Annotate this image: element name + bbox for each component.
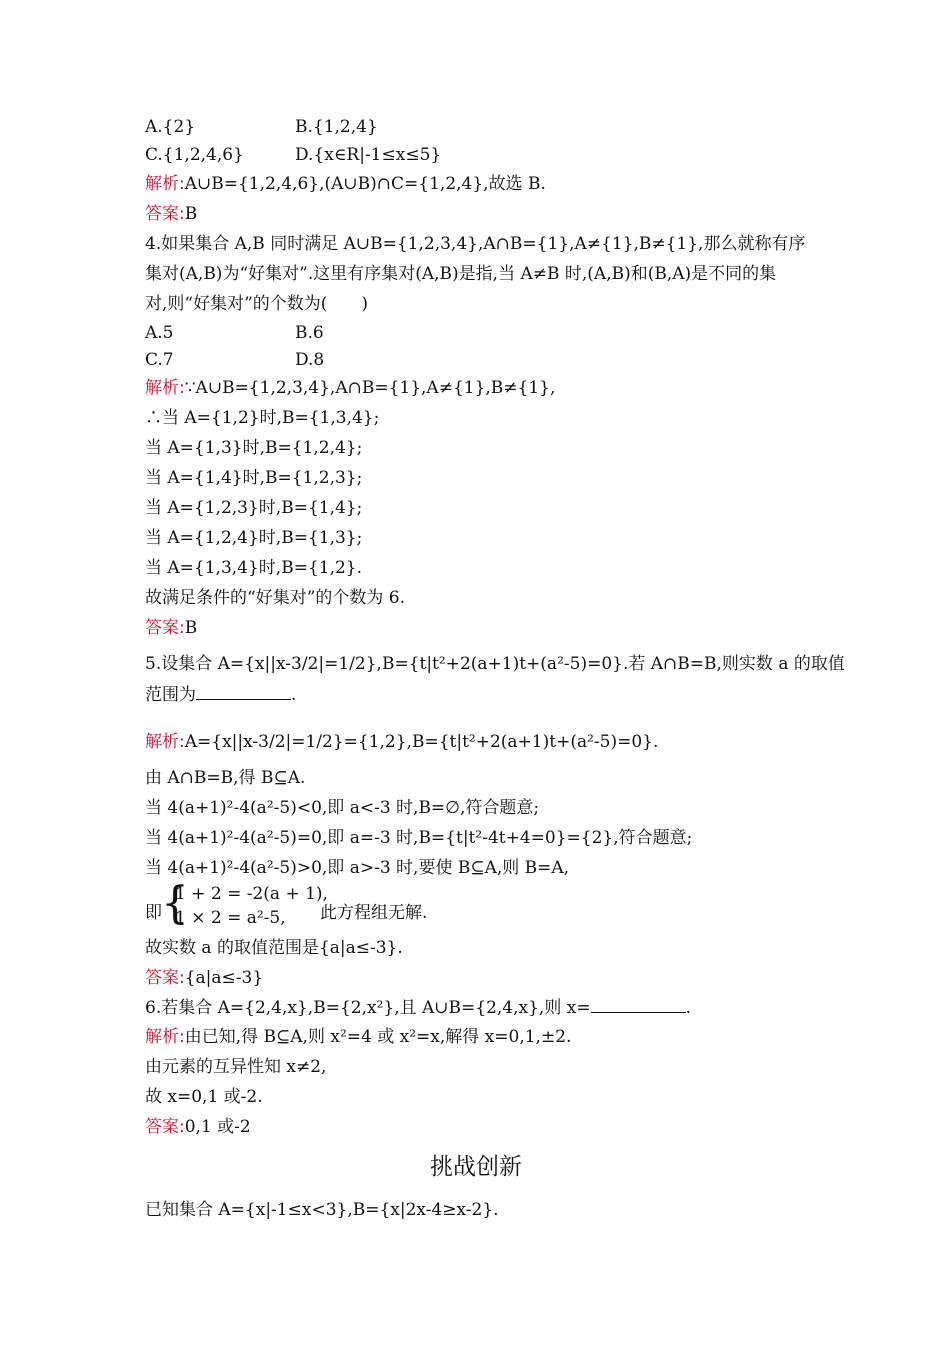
q4-opt-c (145, 348, 325, 372)
q4-case-6-text: 当 A={1,3,4}时,B={1,2}. (145, 558, 363, 578)
q3-analysis-label: 解析: (145, 174, 185, 194)
q4-stem-2-text: 集对(A,B)为“好集对”.这里有序集对(A,B)是指,当 A≠B 时,(A,B)和(B,A)是不同的集 (145, 264, 777, 284)
system-brace: { (161, 878, 189, 929)
q3-opt-a-option-2: B.{1,2,4} (295, 117, 378, 137)
q5-step-2-text: 当 4(a+1)²-4(a²-5)<0,即 a<-3 时,B=∅,符合题意; (145, 798, 540, 818)
q3-opt-a (145, 115, 378, 139)
challenge-stem-text: 已知集合 A={x|-1≤x<3},B={x|2x-4≥x-2}. (145, 1200, 499, 1220)
q6-step-1-text: 由元素的互异性知 x≠2, (145, 1057, 327, 1077)
q6-answer (145, 1115, 251, 1139)
system-prefix: 即 (145, 903, 162, 923)
q6-analysis-label: 解析: (145, 1027, 185, 1047)
q4-analysis (145, 376, 555, 400)
q4-case-3 (145, 466, 362, 490)
q4-stem-1 (145, 232, 805, 256)
q5-step-1-text: 由 A∩B=B,得 B⊆A. (145, 768, 306, 788)
q6-stem: 6.若集合 A={2,4,x},B={2,x²},且 A∪B={2,4,x},则 x= . (145, 998, 691, 1018)
q3-analysis-text: A∪B={1,2,4,6},(A∪B)∩C={1,2,4},故选 B. (184, 174, 546, 194)
q3-answer-label: 答案: (145, 204, 185, 224)
q4-answer-label: 答案: (145, 618, 185, 638)
q3-opt-c (145, 143, 442, 167)
q5-answer (145, 966, 263, 990)
q5-step-4-text: 当 4(a+1)²-4(a²-5)>0,即 a>-3 时,要使 B⊆A,则 B=A, (145, 858, 570, 878)
q4-opt-c-option-2: D.8 (295, 350, 325, 370)
q4-analysis-label: 解析: (145, 378, 185, 398)
q5-step-1 (145, 766, 305, 790)
q6-step-1 (145, 1055, 326, 1079)
q6-answer-label: 答案: (145, 1117, 185, 1137)
q4-case-2 (145, 436, 362, 460)
q5-step-3 (145, 826, 692, 850)
q4-case-4-text: 当 A={1,2,3}时,B={1,4}; (145, 498, 363, 518)
section-heading: 挑战创新 (430, 1154, 522, 1180)
q6-step-2 (145, 1085, 263, 1109)
q5-step-6-text: 故实数 a 的取值范围是{a|a≤-3}. (145, 938, 403, 958)
q4-case-2-text: 当 A={1,3}时,B={1,2,4}; (145, 438, 363, 458)
q4-case-3-text: 当 A={1,4}时,B={1,2,3}; (145, 468, 363, 488)
q4-case-1-text: ∴当 A={1,2}时,B={1,3,4}; (145, 408, 380, 428)
system-row-2: 1 × 2 = a²-5, (175, 908, 286, 928)
q4-opt-a (145, 321, 324, 345)
q4-stem-2 (145, 262, 776, 286)
q6-answer-blank[interactable] (591, 1012, 686, 1013)
q3-opt-a-text: A.{2} (145, 117, 196, 137)
q3-analysis (145, 172, 546, 196)
q4-opt-c-text: C.7 (145, 350, 174, 370)
q4-case-6 (145, 556, 362, 580)
q5-stem-1-text: 5.设集合 A={x||x-3/2|=1/2},B={t|t²+2(a+1)t+(a²-5)=0}.若 A∩B=B,则实数 a 的取值 (145, 654, 845, 674)
q6-analysis (145, 1025, 571, 1049)
q6-stem-text: 6.若集合 A={2,4,x},B={2,x²},且 A∪B={2,4,x},则 x= (145, 998, 591, 1018)
q5-analysis-label: 解析: (145, 732, 185, 752)
q5-step-6 (145, 936, 403, 960)
q5-stem-1 (145, 652, 845, 676)
q3-answer-text: B (184, 204, 198, 224)
challenge-stem (145, 1198, 499, 1222)
q4-case-5-text: 当 A={1,2,4}时,B={1,3}; (145, 528, 363, 548)
q4-case-4 (145, 496, 362, 520)
q4-stem-3-text: 对,则“好集对”的个数为( ) (145, 294, 369, 314)
q4-analysis-text: ∵A∪B={1,2,3,4},A∩B={1},A≠{1},B≠{1}, (184, 378, 556, 398)
q3-opt-c-option-2: D.{x∈R|-1≤x≤5} (295, 145, 442, 165)
q5-stem-2: 范围为 . (145, 685, 297, 705)
q6-analysis-text: 由已知,得 B⊆A,则 x²=4 或 x²=x,解得 x=0,1,±2. (184, 1027, 572, 1047)
q5-stem-2-text: 范围为 (145, 685, 196, 705)
q3-answer (145, 202, 197, 226)
q5-answer-text: {a|a≤-3} (184, 968, 264, 988)
q5-step-2 (145, 796, 539, 820)
q6-step-2-text: 故 x=0,1 或-2. (145, 1087, 263, 1107)
q4-conclusion (145, 586, 405, 610)
q4-conclusion-text: 故满足条件的“好集对”的个数为 6. (145, 588, 406, 608)
q4-answer (145, 616, 197, 640)
q4-stem-1-text: 4.如果集合 A,B 同时满足 A∪B={1,2,3,4},A∩B={1},A≠{1},B≠{1},那么就称有序 (145, 234, 806, 254)
q5-analysis (145, 730, 658, 754)
system-row-1: 1 + 2 = -2(a + 1), (175, 884, 328, 904)
q4-answer-text: B (184, 618, 198, 638)
q4-opt-a-text: A.5 (145, 323, 174, 343)
q3-opt-c-text: C.{1,2,4,6} (145, 145, 244, 165)
q5-answer-blank[interactable] (196, 699, 291, 700)
q5-answer-label: 答案: (145, 968, 185, 988)
q5-analysis-text: A={x||x-3/2|=1/2}={1,2},B={t|t²+2(a+1)t+(a²-5)=0}. (184, 732, 659, 752)
system-suffix: 此方程组无解. (320, 903, 428, 923)
q5-step-4 (145, 856, 569, 880)
q5-step-3-text: 当 4(a+1)²-4(a²-5)=0,即 a=-3 时,B={t|t²-4t+4=0}={2},符合题意; (145, 828, 693, 848)
q4-case-1 (145, 406, 379, 430)
q4-stem-3 (145, 292, 368, 316)
q4-opt-a-option-2: B.6 (295, 323, 324, 343)
q4-case-5 (145, 526, 362, 550)
q6-answer-text: 0,1 或-2 (184, 1117, 251, 1137)
